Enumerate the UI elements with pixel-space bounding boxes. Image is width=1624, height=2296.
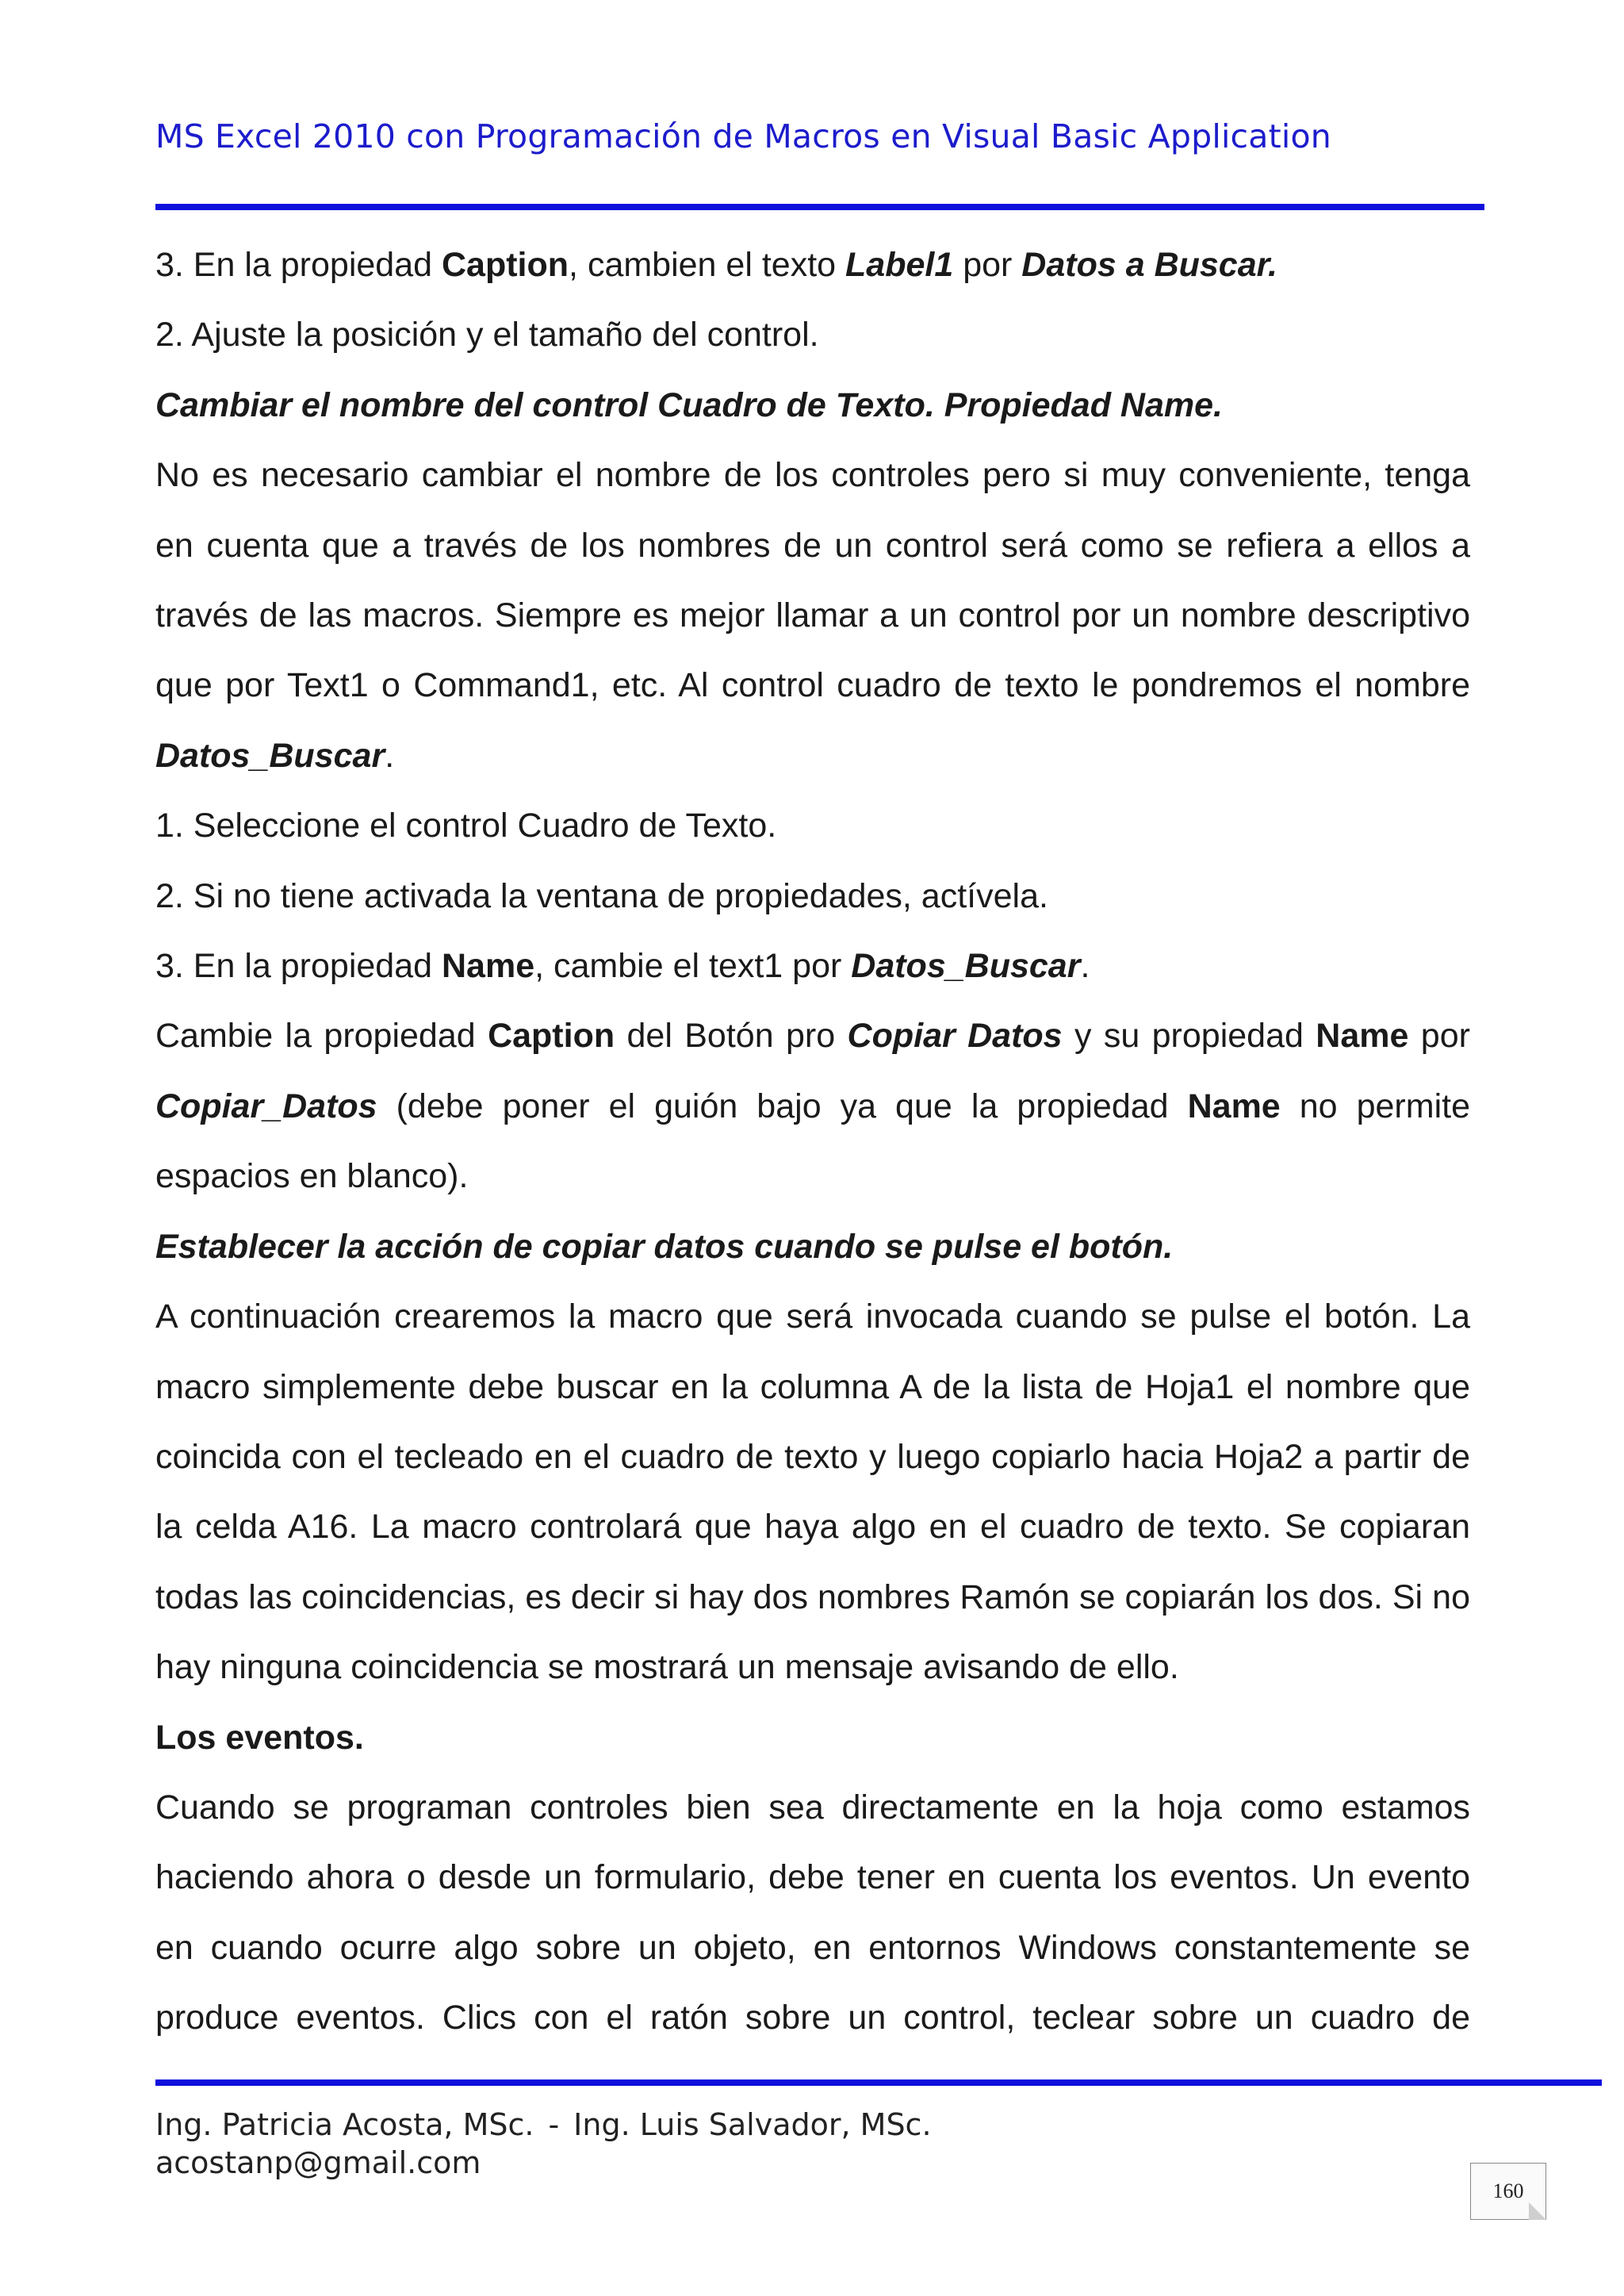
footer: [155, 2106, 932, 2182]
author-1: Ing. Patricia Acosta, MSc.: [155, 2107, 534, 2142]
header-rule: [155, 204, 1484, 210]
paragraph: 3. En la propiedad Caption, cambien el texto Label1 por Datos a Buscar.: [155, 246, 1277, 284]
list-item: 3. En la propiedad Name, cambie el text1 por Datos_Buscar.: [155, 947, 1090, 986]
author-separator: -: [548, 2107, 560, 2142]
footer-authors: [155, 2106, 932, 2144]
page-content: [155, 230, 1470, 2053]
paragraph: A continuación crearemos la macro que será invocada cuando se pulse el botón. La macro simplemente debe buscar en la columna A de la lista de Hoja1 el nombre que coincida con el tecleado en el cuadro de texto y luego copiarlo hacia Hoja2 a partir de la celda A16. La macro controlará que haya algo en el cuadro de texto. Se copiaran todas las coincidencias, es decir si hay dos nombres Ramón se copiarán los dos. Si no hay ninguna coincidencia se mostrará un mensaje avisando de ello.: [155, 1297, 1470, 1687]
paragraph: No es necesario cambiar el nombre de los controles pero si muy conveniente, tenga en cuenta que a través de los nombres de un control será como se refiera a ellos a través de las macros. Siempre es mejor llamar a un control por un nombre descriptivo que por Text1 o Command1, etc. Al control cuadro de texto le pondremos el nombre Datos_Buscar.: [155, 456, 1470, 775]
paragraph: 2. Ajuste la posición y el tamaño del control.: [155, 316, 819, 355]
footer-email: acostanp@gmail.com: [155, 2145, 481, 2180]
paragraph: Cuando se programan controles bien sea directamente en la hoja como estamos haciendo ahora o desde un formulario, debe tener en cuenta los eventos. Un evento en cuando ocurre algo sobre un objeto, en entornos Windows constantemente se produce eventos. Clics con el ratón sobre un control, teclear sobre un cuadro de: [155, 1788, 1470, 2037]
list-item: 1. Seleccione el control Cuadro de Texto.: [155, 807, 777, 845]
paragraph: Cambie la propiedad Caption del Botón pro Copiar Datos y su propiedad Name por Copiar_Datos (debe poner el guión bajo ya que la propiedad Name no permite espacios en blanco).: [155, 1017, 1470, 1196]
list-item: 2. Si no tiene activada la ventana de propiedades, actívela.: [155, 876, 1048, 915]
author-2: Ing. Luis Salvador, MSc.: [573, 2107, 932, 2142]
footer-rule: [155, 2079, 1602, 2086]
section-heading: Establecer la acción de copiar datos cuando se pulse el botón.: [155, 1227, 1174, 1266]
section-heading: Los eventos.: [155, 1718, 364, 1757]
section-heading: Cambiar el nombre del control Cuadro de Texto. Propiedad Name.: [155, 385, 1223, 424]
page-number: 160: [1470, 2163, 1546, 2220]
header-title: MS Excel 2010 con Programación de Macros en Visual Basic Application: [155, 117, 1331, 155]
